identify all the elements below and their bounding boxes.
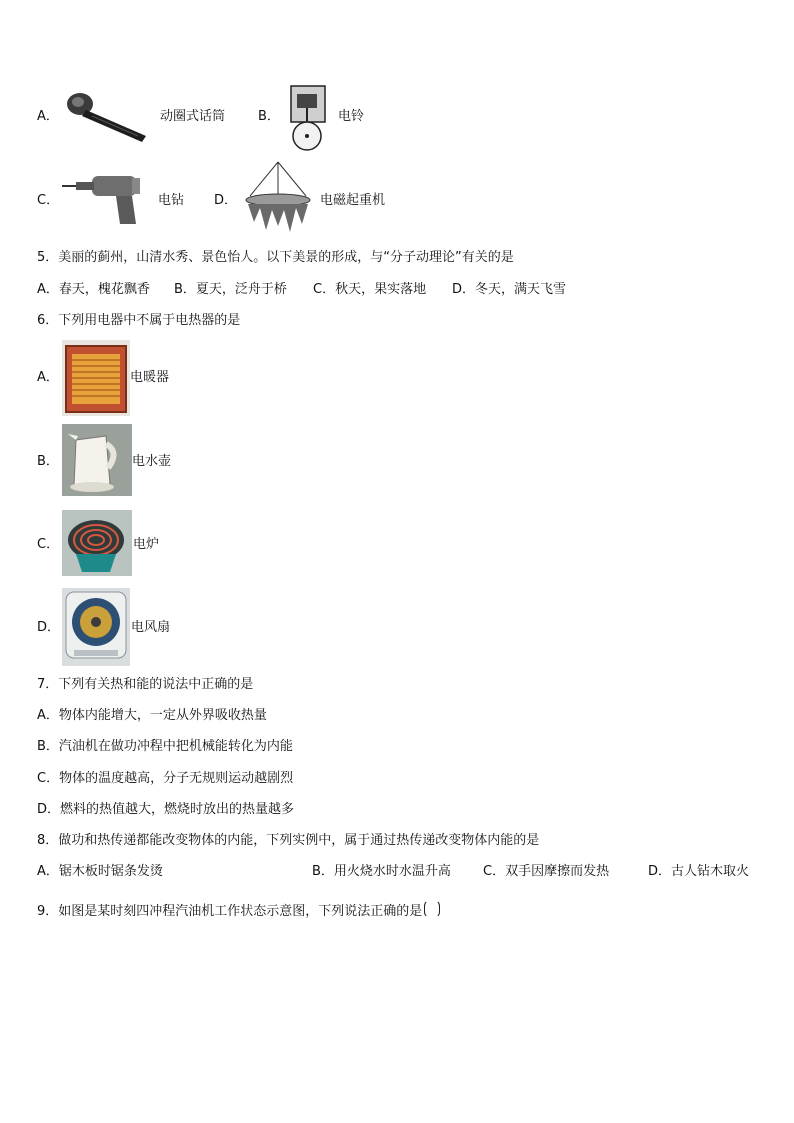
question-8-option-a: A．锯木板时锯条发烫 [37, 864, 163, 879]
question-6-option-d-letter: D． [37, 620, 61, 635]
q4-option-a-letter: A． [37, 109, 59, 124]
question-6-option-b-letter: B． [37, 454, 59, 469]
question-7-option-c: C．物体的温度越高，分子无规则运动越剧烈 [37, 771, 294, 786]
electric-stove-icon [62, 510, 132, 576]
question-6-option-a-label: 电暖器 [130, 370, 170, 385]
question-5-option-a: A．春天，槐花飘香 [37, 282, 150, 297]
question-6-option-a-letter: A． [37, 370, 59, 385]
electric-drill-icon [62, 168, 152, 228]
question-7-stem: 7．下列有关热和能的说法中正确的是 [37, 677, 254, 692]
question-6-option-c-letter: C． [37, 537, 60, 552]
question-8-option-b: B．用火烧水时水温升高 [312, 864, 451, 879]
question-6-option-b-label: 电水壶 [132, 454, 172, 469]
question-8-stem: 8．做功和热传递都能改变物体的内能，下列实例中，属于通过热传递改变物体内能的是 [37, 833, 540, 848]
q4-option-c-letter: C． [37, 193, 60, 208]
electric-heater-icon [62, 340, 130, 416]
question-6-option-d-label: 电风扇 [131, 620, 171, 635]
q4-option-c-label: 电钻 [158, 193, 185, 208]
q4-option-a-label: 动圈式话筒 [160, 109, 226, 124]
q4-option-b-letter: B． [258, 109, 280, 124]
question-8-option-c: C．双手因摩擦而发热 [483, 864, 610, 879]
electric-kettle-icon [62, 424, 132, 496]
question-5-stem: 5．美丽的蓟州，山清水秀、景色怡人。以下美景的形成，与“分子动理论”有关的是 [37, 250, 514, 265]
electric-fan-icon [62, 588, 130, 666]
question-5-option-b: B．夏天，泛舟于桥 [174, 282, 287, 297]
microphone-icon [62, 88, 154, 144]
question-7-option-d: D．燃料的热值越大，燃烧时放出的热量越多 [37, 802, 295, 817]
question-5-option-c: C．秋天，果实落地 [313, 282, 427, 297]
question-6-stem: 6．下列用电器中不属于电热器的是 [37, 313, 241, 328]
q4-option-b-label: 电铃 [338, 109, 365, 124]
question-7-option-a: A．物体内能增大，一定从外界吸收热量 [37, 708, 267, 723]
question-5-option-d: D．冬天，满天飞雪 [452, 282, 567, 297]
q4-option-d-letter: D． [214, 193, 238, 208]
electromagnetic-crane-icon [240, 160, 316, 236]
electric-bell-icon [285, 84, 333, 152]
answer-blank [424, 900, 440, 918]
question-9-stem [37, 900, 440, 921]
question-8-option-d: D．古人钻木取火 [648, 864, 750, 879]
q4-option-d-label: 电磁起重机 [320, 193, 386, 208]
question-6-option-c-label: 电炉 [133, 537, 160, 552]
question-7-option-b: B．汽油机在做功冲程中把机械能转化为内能 [37, 739, 293, 754]
question-9-text: 9．如图是某时刻四冲程汽油机工作状态示意图，下列说法正确的是 [37, 904, 423, 919]
